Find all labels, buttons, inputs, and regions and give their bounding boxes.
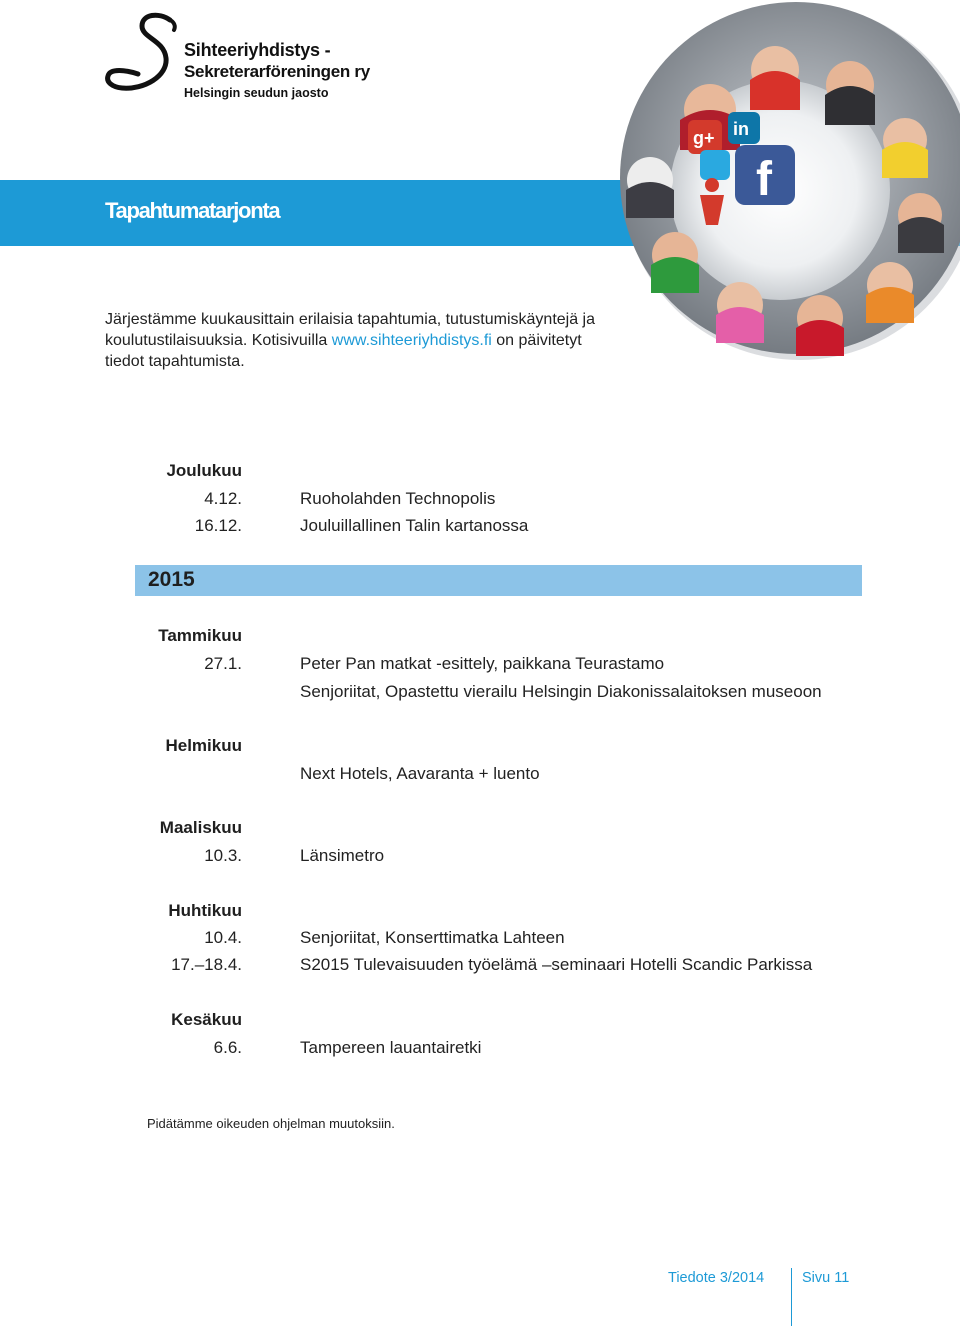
group-photo	[560, 0, 960, 380]
logo-line-2: Sekreterarföreningen ry	[184, 62, 370, 81]
year-heading: 2015	[148, 568, 195, 591]
disclaimer-note: Pidätämme oikeuden ohjelman muutoksiin.	[147, 1116, 395, 1131]
event-title: Tampereen lauantairetki	[300, 1038, 482, 1057]
intro-text-1: Järjestämme kuukausittain erilaisia tapahtumia, tutustumiskäyntejä ja koulutustilaisuuksia. Kotisivuilla	[105, 311, 596, 349]
event-date: 4.12.	[204, 489, 242, 508]
year-bar	[135, 565, 862, 596]
footer-divider	[791, 1268, 792, 1326]
association-logo	[104, 10, 394, 100]
event-title: Senjoriitat, Opastettu vierailu Helsingin Diakonissalaitoksen museoon	[300, 682, 822, 701]
logo-line-3: Helsingin seudun jaosto	[184, 86, 329, 100]
intro-paragraph	[105, 309, 605, 372]
month-heading-huhtikuu: Huhtikuu	[168, 901, 242, 920]
event-title: Ruoholahden Technopolis	[300, 489, 496, 508]
month-heading-tammikuu: Tammikuu	[158, 626, 242, 645]
intro-text-2: on päivitetyt tiedot tapahtumista.	[105, 332, 582, 370]
photo-illustration	[560, 0, 960, 375]
event-title: Peter Pan matkat -esittely, paikkana Teurastamo	[300, 654, 665, 673]
event-date: 10.4.	[204, 928, 242, 947]
event-date: 10.3.	[204, 846, 242, 865]
event-date: 16.12.	[194, 516, 242, 535]
event-date: 27.1.	[204, 654, 242, 673]
month-heading-maaliskuu: Maaliskuu	[159, 818, 242, 837]
svg-text:f: f	[756, 153, 772, 206]
month-heading-helmikuu: Helmikuu	[165, 736, 242, 755]
month-heading-kesakuu: Kesäkuu	[171, 1010, 242, 1029]
website-link[interactable]: www.sihteeriyhdistys.fi	[331, 332, 492, 349]
event-date: 6.6.	[213, 1038, 242, 1057]
logo-swan-mark	[104, 10, 184, 100]
svg-text:in: in	[733, 119, 749, 139]
month-heading-joulukuu: Joulukuu	[166, 461, 242, 480]
event-title: Senjoriitat, Konserttimatka Lahteen	[300, 928, 565, 947]
logo-line-1: Sihteeriyhdistys -	[184, 40, 331, 60]
event-title: Next Hotels, Aavaranta + luento	[300, 764, 540, 783]
footer-page-number: Sivu 11	[802, 1270, 850, 1286]
footer-issue: Tiedote 3/2014	[668, 1270, 765, 1286]
event-title: Länsimetro	[300, 846, 385, 865]
event-date: 17.–18.4.	[171, 955, 242, 974]
svg-text:g+: g+	[693, 128, 715, 148]
event-title: S2015 Tulevaisuuden työelämä –seminaari Hotelli Scandic Parkissa	[300, 955, 813, 974]
page-title: Tapahtumatarjonta	[105, 198, 280, 223]
event-title: Jouluillallinen Talin kartanossa	[300, 516, 529, 535]
